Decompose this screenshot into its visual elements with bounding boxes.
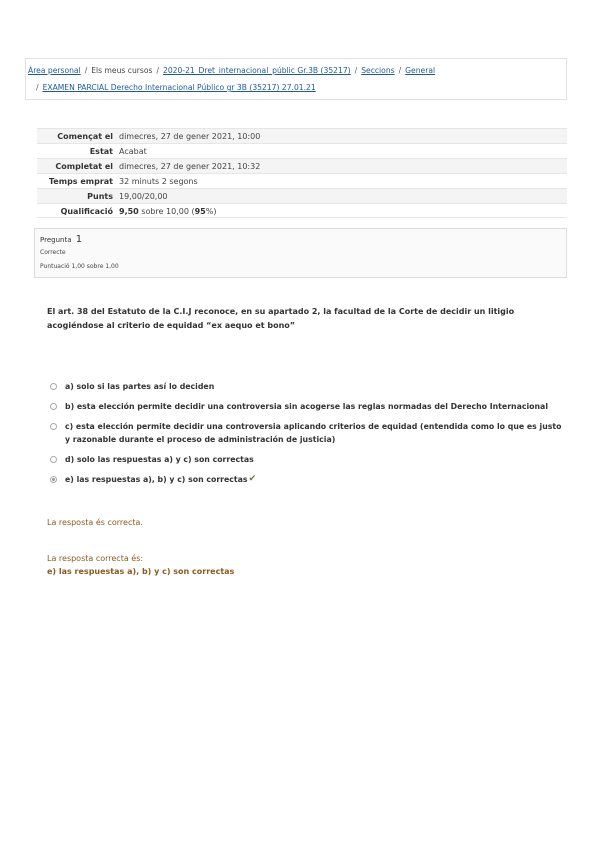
grade-score: 9,50 (119, 207, 139, 216)
summary-row-marks (37, 188, 567, 203)
answer-label: a) solo si las partes así lo deciden (65, 382, 215, 391)
summary-value: Acabat (119, 147, 147, 156)
summary-row-grade (37, 203, 567, 218)
summary-label: Qualificació (60, 207, 113, 216)
attempt-summary-table (37, 128, 567, 218)
summary-label: Completat el (55, 162, 113, 171)
breadcrumb-separator: / (354, 66, 358, 75)
breadcrumb-link[interactable]: 2020-21_Dret_internacional_públic Gr.3B (35217) (163, 66, 351, 75)
summary-label: Començat el (57, 132, 113, 141)
summary-row-time-taken (37, 173, 567, 188)
question-state: Correcte (40, 249, 66, 256)
summary-value: 19,00/20,00 (119, 192, 168, 201)
summary-grade-value (119, 204, 216, 217)
summary-label: Temps emprat (48, 177, 113, 186)
answer-list (50, 380, 562, 493)
question-text: El art. 38 del Estatuto de la C.I.J reconoce, en su apartado 2, la facultad de la Corte de decidir un litigio acogiéndose al criterio de equidad “ex aequo et bono” (47, 307, 515, 330)
question-info-box (34, 228, 567, 278)
right-answer: e) las respuestas a), b) y c) son correctas (47, 567, 235, 576)
summary-label: Punts (87, 192, 113, 201)
summary-row-started (37, 128, 567, 143)
radio-button[interactable] (50, 383, 57, 390)
breadcrumb-link[interactable]: Seccions (361, 66, 395, 75)
summary-value: dimecres, 27 de gener 2021, 10:32 (119, 162, 261, 171)
breadcrumb-link[interactable]: General (405, 66, 436, 75)
summary-value: dimecres, 27 de gener 2021, 10:00 (119, 132, 261, 141)
summary-label: Estat (89, 147, 113, 156)
answer-option-a (50, 380, 562, 393)
summary-row-completed (37, 158, 567, 173)
radio-button[interactable] (50, 403, 57, 410)
answer-option-b (50, 400, 562, 413)
question-prefix: Pregunta (40, 236, 72, 244)
question-number (40, 234, 566, 246)
answer-option-c (50, 420, 562, 446)
breadcrumb-separator: / (156, 66, 160, 75)
breadcrumb-line-2 (28, 81, 566, 98)
right-answer-intro: La resposta correcta és: (47, 554, 144, 563)
grade-out-of: sobre 10,00 ( (141, 207, 195, 216)
breadcrumb-separator: / (84, 66, 88, 75)
answer-option-d (50, 453, 562, 466)
summary-value: 32 minuts 2 segons (119, 177, 198, 186)
answer-label: b) esta elección permite decidir una controversia sin acogerse las reglas normadas del Derecho Internacional (65, 402, 548, 411)
radio-button[interactable] (50, 423, 57, 430)
answer-option-e (50, 473, 562, 486)
breadcrumb-text: Els meus cursos (91, 66, 153, 75)
breadcrumb-separator: / (398, 66, 402, 75)
answer-label: e) las respuestas a), b) y c) son correctas (65, 475, 248, 484)
answer-label: d) solo las respuestas a) y c) son correctas (65, 455, 254, 464)
summary-row-state (37, 143, 567, 158)
breadcrumb-separator: / (36, 83, 39, 92)
feedback-text: La resposta és correcta. (47, 518, 143, 527)
breadcrumb (25, 58, 567, 100)
breadcrumb-link[interactable]: EXAMEN PARCIAL Derecho Internacional Público gr 3B (35217) 27.01.21 (42, 83, 316, 92)
correct-check-icon: ✔ (248, 474, 257, 484)
grade-percent-close: %) (205, 207, 217, 216)
question-grade: Puntuació 1,00 sobre 1,00 (40, 263, 119, 270)
breadcrumb-link[interactable]: Àrea personal (28, 66, 81, 75)
grade-percent: 95 (194, 207, 206, 216)
breadcrumb-line-1 (28, 64, 566, 81)
radio-button[interactable] (50, 456, 57, 463)
question-number-value: 1 (75, 234, 83, 245)
answer-label: c) esta elección permite decidir una controversia aplicando criterios de equidad (entendida como lo que es justo y razonable durante el proceso de administración de justicia) (65, 422, 562, 444)
radio-button-selected[interactable] (50, 476, 57, 483)
